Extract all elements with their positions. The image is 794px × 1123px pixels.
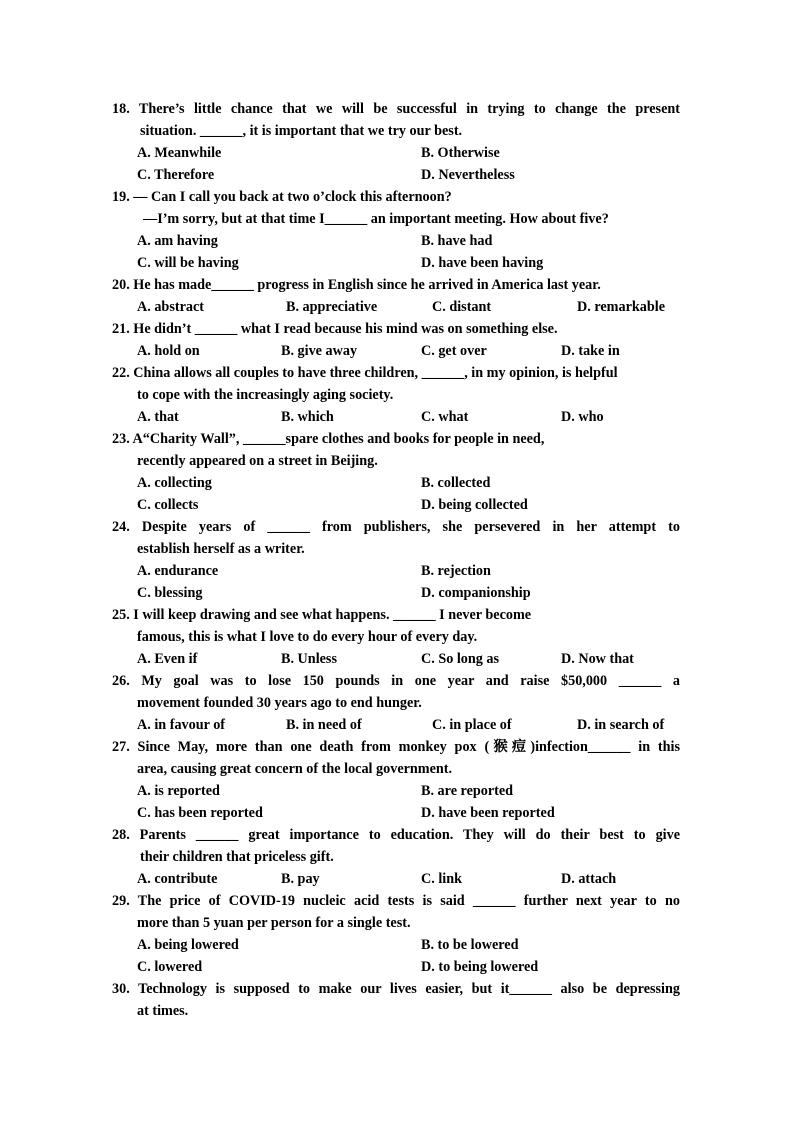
question-text: their children that priceless gift.	[140, 849, 334, 865]
question-text: at times.	[137, 1003, 189, 1019]
question-28	[112, 824, 680, 890]
option-c[interactable]: C. Therefore	[137, 167, 215, 183]
option-a[interactable]: A. abstract	[137, 299, 204, 315]
question-26	[112, 670, 680, 736]
question-text: more than 5 yuan per person for a single test.	[137, 915, 411, 931]
question-29	[112, 890, 680, 978]
question-text: 22. China allows all couples to have three children, ______, in my opinion, is helpful	[112, 365, 618, 381]
option-b[interactable]: B. Otherwise	[421, 145, 500, 161]
option-b[interactable]: B. in need of	[286, 717, 362, 733]
option-c[interactable]: C. in place of	[432, 717, 512, 733]
option-d[interactable]: D. companionship	[421, 585, 531, 601]
option-a[interactable]: A. am having	[137, 233, 218, 249]
option-a[interactable]: A. Meanwhile	[137, 145, 222, 161]
option-row	[112, 252, 680, 274]
option-row	[112, 472, 680, 494]
question-19	[112, 186, 680, 274]
option-b[interactable]: B. rejection	[421, 563, 491, 579]
question-23	[112, 428, 680, 516]
question-text: famous, this is what I love to do every hour of every day.	[137, 629, 478, 645]
question-text: 18. There’s little chance that we will be successful in trying to change the present	[112, 101, 680, 117]
question-text: 24. Despite years of ______ from publishers, she persevered in her attempt to	[112, 519, 680, 535]
question-22	[112, 362, 680, 428]
question-text: 27. Since May, more than one death from monkey pox (猴痘)infection______ in this	[112, 739, 680, 755]
question-27	[112, 736, 680, 824]
option-b[interactable]: B. Unless	[281, 651, 337, 667]
question-text: 21. He didn’t ______ what I read because his mind was on something else.	[112, 321, 558, 337]
question-text: 28. Parents ______ great importance to education. They will do their best to give	[112, 827, 680, 843]
option-row	[112, 406, 680, 428]
option-c[interactable]: C. So long as	[421, 651, 500, 667]
option-c[interactable]: C. lowered	[137, 959, 203, 975]
option-d[interactable]: D. have been reported	[421, 805, 555, 821]
option-b[interactable]: B. which	[281, 409, 334, 425]
option-c[interactable]: C. has been reported	[137, 805, 263, 821]
option-b[interactable]: B. to be lowered	[421, 937, 519, 953]
question-text: 25. I will keep drawing and see what happens. ______ I never become	[112, 607, 532, 623]
option-row	[112, 780, 680, 802]
question-text: to cope with the increasingly aging society.	[137, 387, 394, 403]
question-text: 26. My goal was to lose 150 pounds in one year and raise $50,000 ______ a	[112, 673, 680, 689]
option-c[interactable]: C. distant	[432, 299, 492, 315]
option-row	[112, 142, 680, 164]
option-row	[112, 868, 680, 890]
option-a[interactable]: A. contribute	[137, 871, 218, 887]
option-a[interactable]: A. Even if	[137, 651, 198, 667]
option-a[interactable]: A. that	[137, 409, 179, 425]
option-row	[112, 934, 680, 956]
option-c[interactable]: C. collects	[137, 497, 199, 513]
option-a[interactable]: A. is reported	[137, 783, 220, 799]
question-text: movement founded 30 years ago to end hunger.	[137, 695, 422, 711]
option-row	[112, 802, 680, 824]
option-a[interactable]: A. endurance	[137, 563, 219, 579]
option-d[interactable]: D. take in	[561, 343, 620, 359]
option-d[interactable]: D. have been having	[421, 255, 544, 271]
option-b[interactable]: B. appreciative	[286, 299, 378, 315]
option-a[interactable]: A. being lowered	[137, 937, 239, 953]
question-25	[112, 604, 680, 670]
option-d[interactable]: D. remarkable	[577, 299, 665, 315]
option-d[interactable]: D. Now that	[561, 651, 634, 667]
question-text: 30. Technology is supposed to make our lives easier, but it______ also be depressing	[112, 981, 680, 997]
option-b[interactable]: B. have had	[421, 233, 493, 249]
option-a[interactable]: A. hold on	[137, 343, 200, 359]
option-row	[112, 714, 680, 736]
option-b[interactable]: B. give away	[281, 343, 358, 359]
option-b[interactable]: B. pay	[281, 871, 320, 887]
option-a[interactable]: A. in favour of	[137, 717, 226, 733]
question-text: recently appeared on a street in Beijing.	[137, 453, 378, 469]
option-c[interactable]: C. get over	[421, 343, 487, 359]
option-b[interactable]: B. are reported	[421, 783, 514, 799]
question-text: 20. He has made______ progress in English since he arrived in America last year.	[112, 277, 601, 293]
option-d[interactable]: D. in search of	[577, 717, 665, 733]
option-d[interactable]: D. who	[561, 409, 604, 425]
question-20	[112, 274, 680, 318]
option-a[interactable]: A. collecting	[137, 475, 212, 491]
option-row	[112, 560, 680, 582]
question-text: —I’m sorry, but at that time I______ an important meeting. How about five?	[143, 211, 609, 227]
question-text: situation. ______, it is important that we try our best.	[140, 123, 463, 139]
option-row	[112, 582, 680, 604]
question-text: establish herself as a writer.	[137, 541, 305, 557]
option-d[interactable]: D. attach	[561, 871, 617, 887]
question-21	[112, 318, 680, 362]
question-text: 19. — Can I call you back at two o’clock this afternoon?	[112, 189, 452, 205]
question-text: area, causing great concern of the local government.	[137, 761, 453, 777]
question-text: 29. The price of COVID-19 nucleic acid tests is said ______ further next year to no	[112, 893, 680, 909]
option-c[interactable]: C. what	[421, 409, 469, 425]
option-row	[112, 164, 680, 186]
option-row	[112, 230, 680, 252]
option-d[interactable]: D. to being lowered	[421, 959, 539, 975]
question-text: 23. A“Charity Wall”, ______spare clothes and books for people in need,	[112, 431, 545, 447]
option-c[interactable]: C. blessing	[137, 585, 203, 601]
option-c[interactable]: C. link	[421, 871, 463, 887]
option-row	[112, 956, 680, 978]
option-row	[112, 648, 680, 670]
question-30	[112, 978, 680, 1022]
option-row	[112, 340, 680, 362]
option-d[interactable]: D. Nevertheless	[421, 167, 515, 183]
question-18	[112, 98, 680, 186]
question-24	[112, 516, 680, 604]
option-row	[112, 296, 680, 318]
option-c[interactable]: C. will be having	[137, 255, 239, 271]
option-b[interactable]: B. collected	[421, 475, 491, 491]
option-row	[112, 494, 680, 516]
option-d[interactable]: D. being collected	[421, 497, 528, 513]
